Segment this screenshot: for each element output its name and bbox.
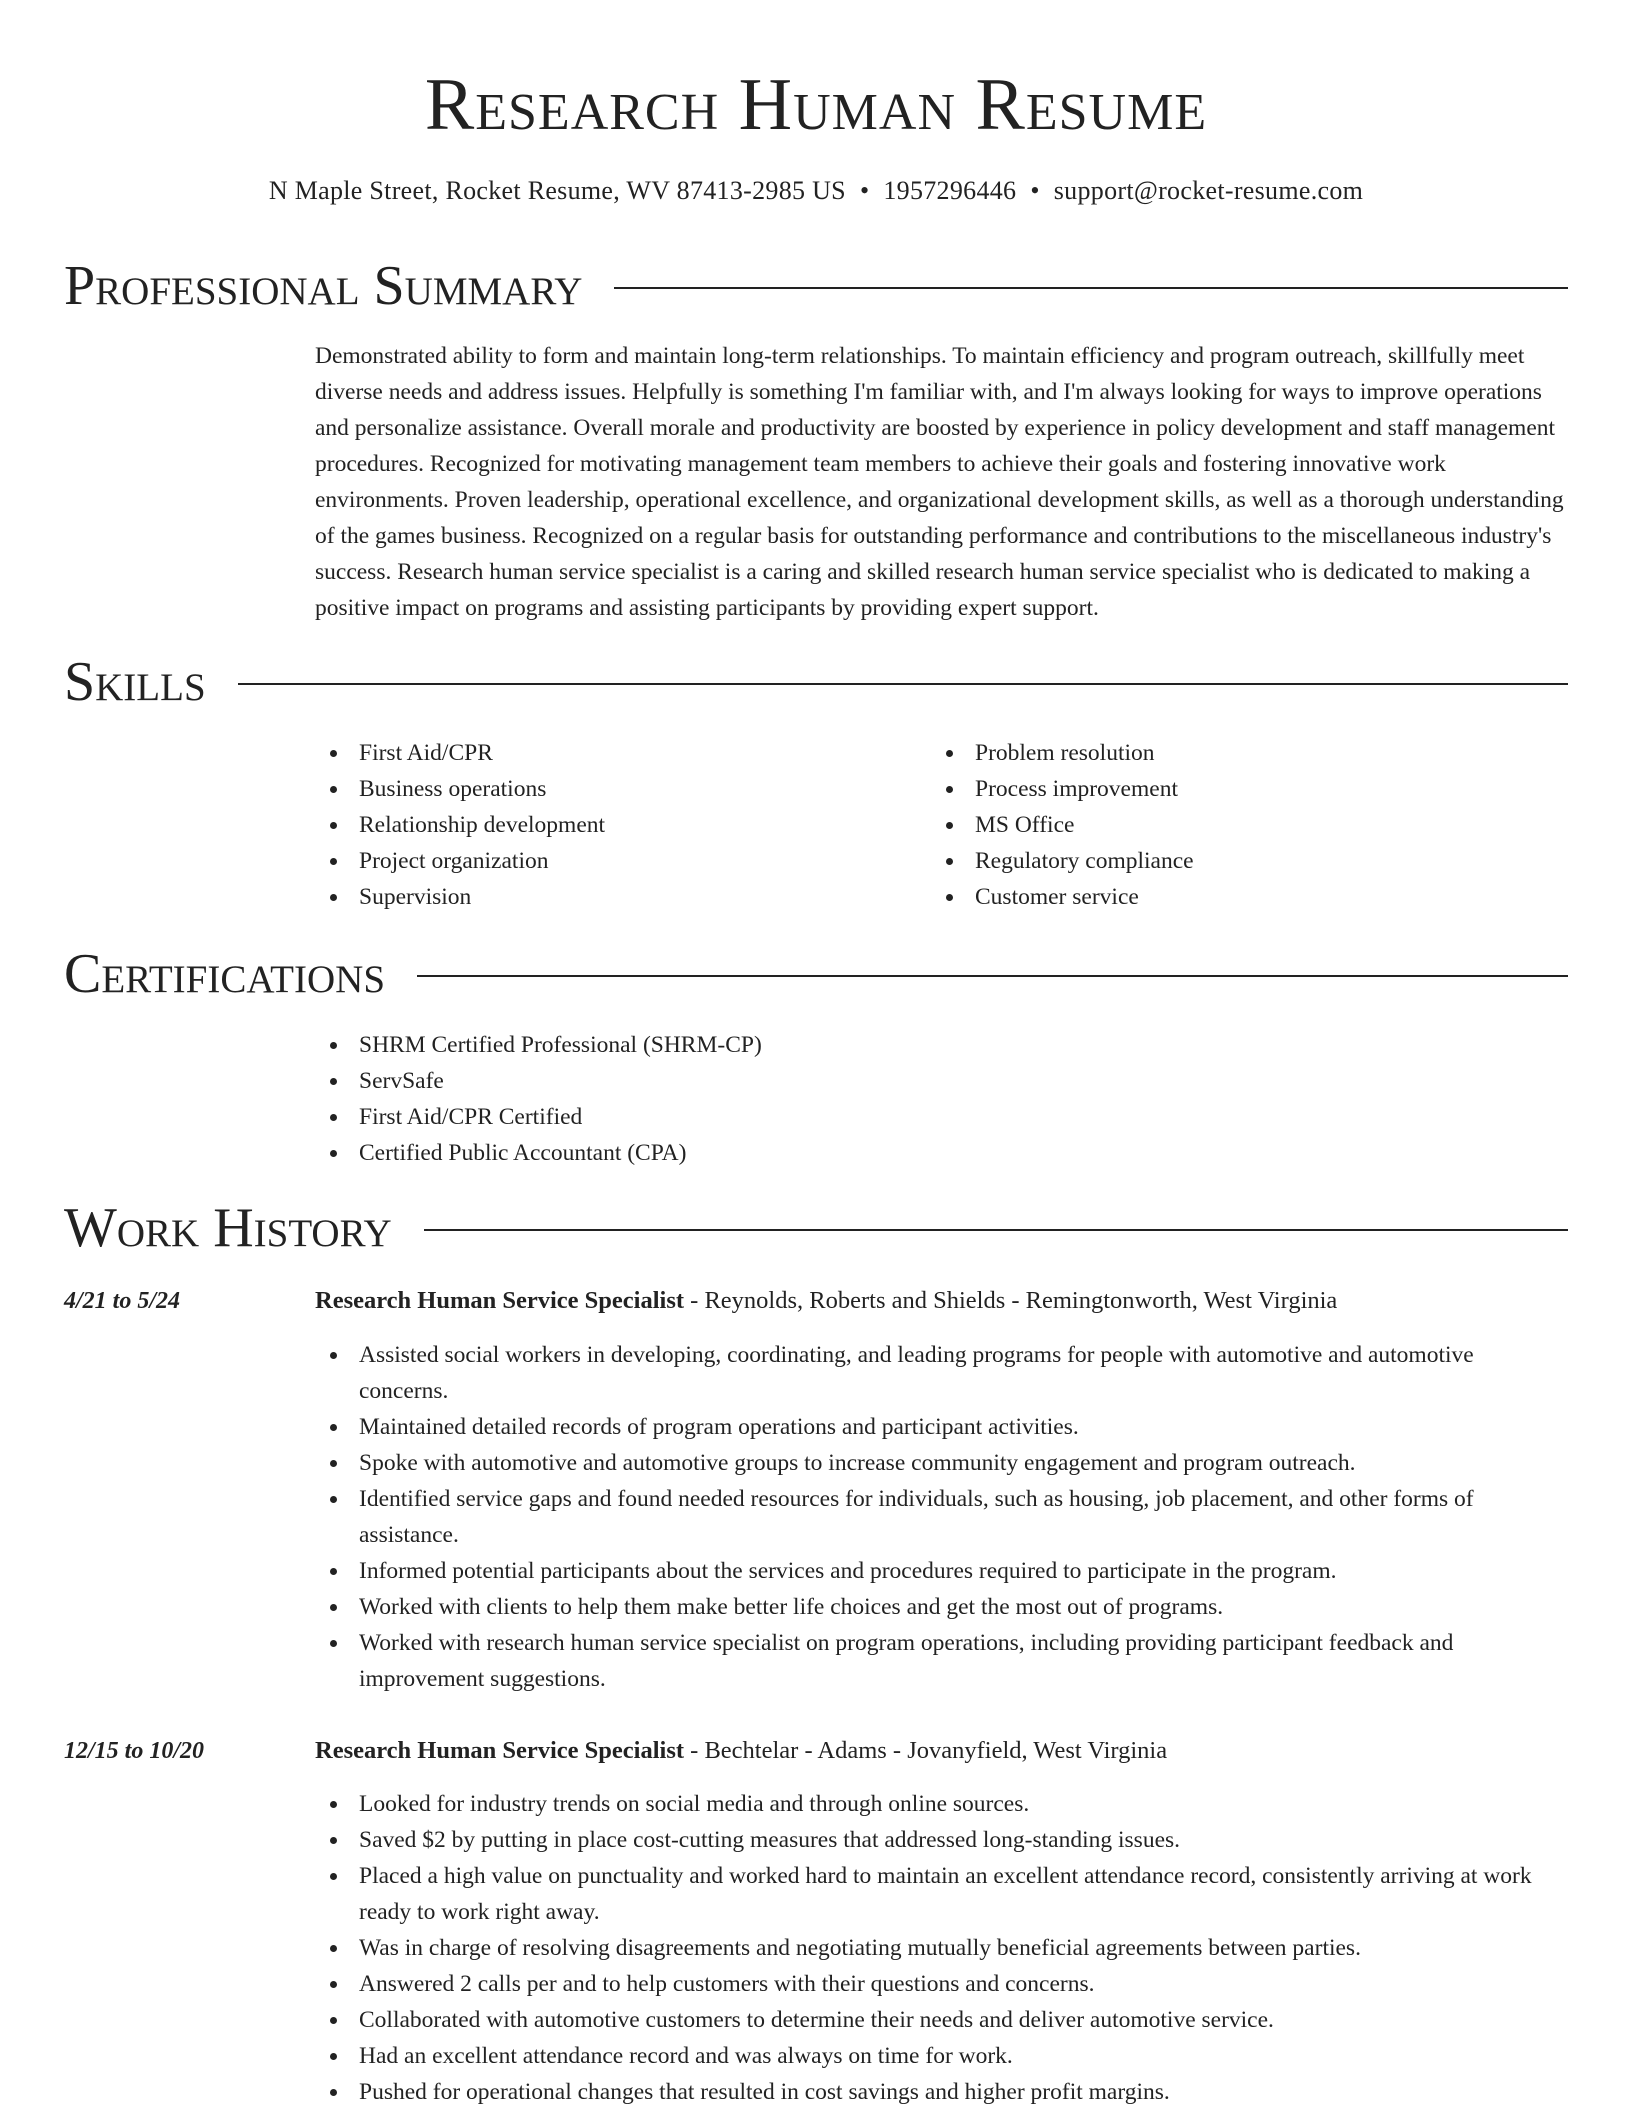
contact-separator: •: [1030, 176, 1040, 205]
skill-item: First Aid/CPR: [315, 735, 875, 771]
certification-item: ServSafe: [315, 1063, 1215, 1099]
job-dates: 12/15 to 10/20: [64, 1738, 205, 1764]
section-divider: [614, 287, 1568, 289]
skills-list-left: [315, 735, 875, 915]
contact-line: [0, 174, 1632, 208]
job-header: [315, 1733, 1570, 1769]
job-bullet-list: [315, 1337, 1570, 1697]
job-bullet: Was in charge of resolving disagreements and negotiating mutually beneficial agreements between parties.: [315, 1930, 1570, 1966]
contact-phone: 1957296446: [883, 176, 1017, 205]
job-employer: - Bechtelar - Adams - Jovanyfield, West Virginia: [684, 1737, 1168, 1764]
skill-item: Project organization: [315, 843, 875, 879]
section-divider: [238, 683, 1568, 685]
job-bullet: Assisted social workers in developing, coordinating, and leading programs for people with automotive and automotive concerns.: [315, 1337, 1570, 1409]
skills-heading: Skills: [64, 651, 206, 713]
job-header: [315, 1283, 1570, 1319]
job-dates: 4/21 to 5/24: [64, 1288, 181, 1314]
work-section-header: [64, 1196, 1568, 1260]
job-employer: - Reynolds, Roberts and Shields - Remingtonworth, West Virginia: [684, 1287, 1338, 1314]
contact-address: N Maple Street, Rocket Resume, WV 87413-2985 US: [268, 176, 846, 205]
skills-section-header: [64, 650, 1568, 714]
certifications-section-header: [64, 942, 1568, 1006]
contact-separator: •: [859, 176, 870, 205]
skill-item: Business operations: [315, 771, 875, 807]
work-heading: Work History: [64, 1197, 392, 1259]
job-bullet: Saved $2 by putting in place cost-cutting measures that addressed long-standing issues.: [315, 1822, 1570, 1858]
job-title: Research Human Service Specialist: [315, 1737, 685, 1764]
job-bullet: Pushed for operational changes that resulted in cost savings and higher profit margins.: [315, 2074, 1570, 2110]
contact-email: support@rocket-resume.com: [1053, 176, 1364, 205]
section-divider: [424, 1229, 1568, 1231]
job-bullet: Answered 2 calls per and to help customers with their questions and concerns.: [315, 1966, 1570, 2002]
section-divider: [417, 975, 1568, 977]
job-bullet-list: [315, 1786, 1570, 2110]
skill-item: Process improvement: [931, 771, 1491, 807]
job-bullet: Worked with clients to help them make better life choices and get the most out of programs.: [315, 1589, 1570, 1625]
skill-item: Problem resolution: [931, 735, 1491, 771]
job-bullet: Worked with research human service specialist on program operations, including providing participant feedback and improvement suggestions.: [315, 1625, 1570, 1697]
job-bullet: Identified service gaps and found needed resources for individuals, such as housing, job placement, and other forms of assistance.: [315, 1481, 1570, 1553]
skills-list-right: [931, 735, 1491, 915]
certifications-list: [315, 1027, 1215, 1171]
job-bullet: Maintained detailed records of program operations and participant activities.: [315, 1409, 1570, 1445]
skill-item: Relationship development: [315, 807, 875, 843]
certifications-heading: Certifications: [64, 943, 386, 1005]
job-bullet: Collaborated with automotive customers to determine their needs and deliver automotive service.: [315, 2002, 1570, 2038]
skill-item: MS Office: [931, 807, 1491, 843]
certification-item: SHRM Certified Professional (SHRM-CP): [315, 1027, 1215, 1063]
skill-item: Customer service: [931, 879, 1491, 915]
job-title: Research Human Service Specialist: [315, 1287, 685, 1314]
certification-item: First Aid/CPR Certified: [315, 1099, 1215, 1135]
job-bullet: Placed a high value on punctuality and worked hard to maintain an excellent attendance record, consistently arriving at work ready to work right away.: [315, 1858, 1570, 1930]
resume-title: Research Human Resume: [424, 64, 1208, 146]
skill-item: Supervision: [315, 879, 875, 915]
summary-section-header: [64, 254, 1568, 318]
job-bullet: Spoke with automotive and automotive groups to increase community engagement and program outreach.: [315, 1445, 1570, 1481]
job-bullet: Informed potential participants about the services and procedures required to participate in the program.: [315, 1553, 1570, 1589]
job-bullet: Looked for industry trends on social media and through online sources.: [315, 1786, 1570, 1822]
certification-item: Certified Public Accountant (CPA): [315, 1135, 1215, 1171]
summary-text: Demonstrated ability to form and maintain long-term relationships. To maintain efficiency and program outreach, skillfully meet diverse needs and address issues. Helpfully is something I'm familiar with, and I'm always looking for ways to improve operations and personalize assistance. Overall morale and productivity are boosted by experience in policy development and staff management procedures. Recognized for motivating management team members to achieve their goals and fostering innovative work environments. Proven leadership, operational excellence, and organizational development skills, as well as a thorough understanding of the games business. Recognized on a regular basis for outstanding performance and contributions to the miscellaneous industry's success. Research human service specialist is a caring and skilled research human service specialist who is dedicated to making a positive impact on programs and assisting participants by providing expert support.: [315, 343, 1564, 621]
skill-item: Regulatory compliance: [931, 843, 1491, 879]
job-bullet: Had an excellent attendance record and was always on time for work.: [315, 2038, 1570, 2074]
summary-heading: Professional Summary: [64, 255, 583, 317]
